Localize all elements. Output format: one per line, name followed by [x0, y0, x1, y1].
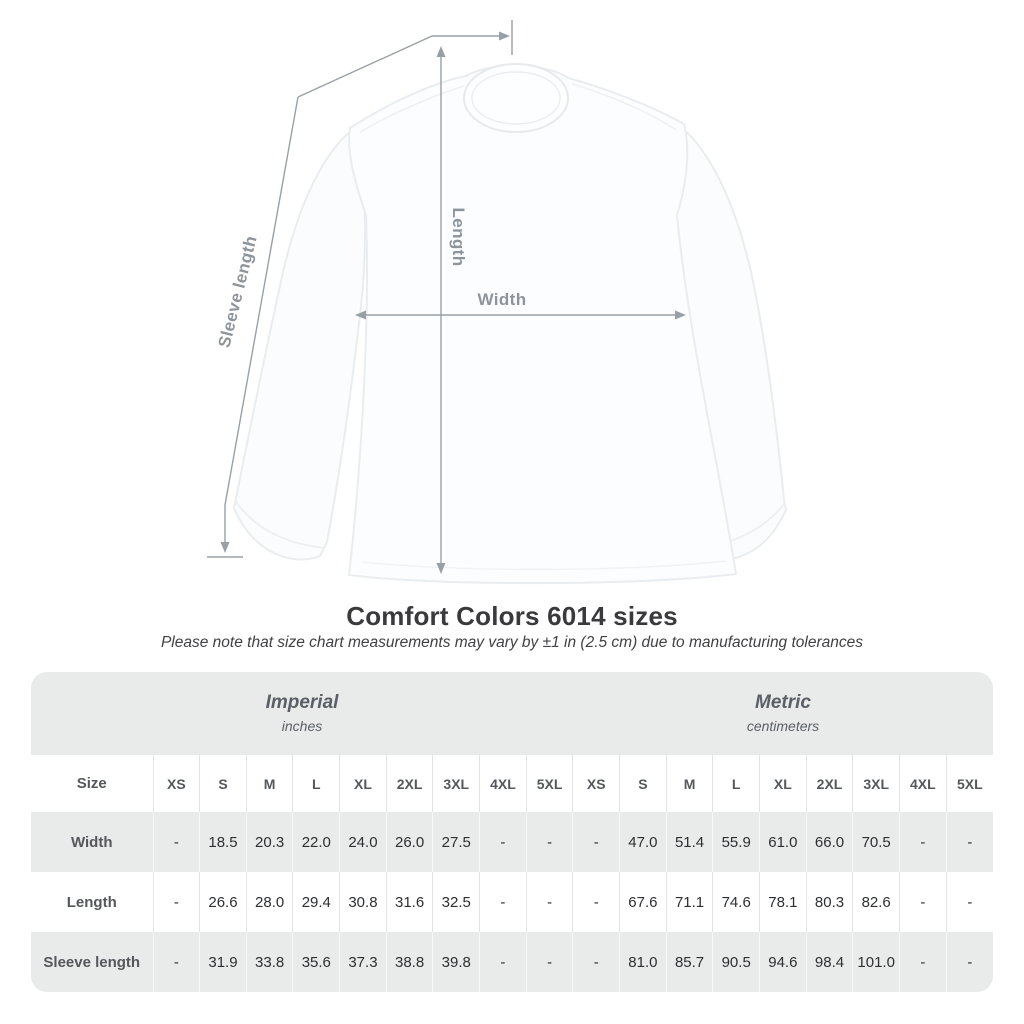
value-cell: - — [153, 812, 200, 872]
size-header-cell: L — [713, 755, 760, 812]
value-cell: 31.9 — [200, 932, 247, 992]
size-column-header: Size — [31, 755, 153, 812]
value-cell: - — [526, 812, 573, 872]
value-cell: 94.6 — [760, 932, 807, 992]
value-cell: - — [900, 932, 947, 992]
width-label: Width — [477, 290, 527, 309]
table-row — [31, 872, 993, 932]
value-cell: 26.0 — [386, 812, 433, 872]
value-cell: - — [946, 812, 993, 872]
size-header-cell: 2XL — [806, 755, 853, 812]
value-cell: 67.6 — [620, 872, 667, 932]
length-label: Length — [449, 207, 468, 267]
value-cell: 28.0 — [246, 872, 293, 932]
size-chart-card — [31, 672, 993, 992]
size-header-cell: XL — [760, 755, 807, 812]
value-cell: - — [480, 812, 527, 872]
value-cell: 71.1 — [666, 872, 713, 932]
value-cell: 55.9 — [713, 812, 760, 872]
value-cell: 85.7 — [666, 932, 713, 992]
value-cell: 80.3 — [806, 872, 853, 932]
value-cell: 82.6 — [853, 872, 900, 932]
size-header-cell: XS — [153, 755, 200, 812]
unit-header-band — [31, 672, 993, 755]
table-row — [31, 932, 993, 992]
size-header-cell: S — [620, 755, 667, 812]
size-table — [31, 755, 993, 992]
size-header-cell: 3XL — [853, 755, 900, 812]
size-header-cell: M — [246, 755, 293, 812]
value-cell: 90.5 — [713, 932, 760, 992]
value-cell: - — [526, 932, 573, 992]
imperial-label: Imperial — [265, 692, 339, 714]
value-cell: 26.6 — [200, 872, 247, 932]
value-cell: 29.4 — [293, 872, 340, 932]
imperial-unit: inches — [281, 717, 323, 734]
size-header-cell: 4XL — [900, 755, 947, 812]
size-header-cell: XL — [340, 755, 387, 812]
value-cell: - — [900, 872, 947, 932]
value-cell: - — [153, 932, 200, 992]
value-cell: 32.5 — [433, 872, 480, 932]
sleeve-length-label: Sleeve length — [214, 233, 261, 350]
size-header-cell: L — [293, 755, 340, 812]
value-cell: 66.0 — [806, 812, 853, 872]
value-cell: - — [573, 872, 620, 932]
value-cell: 27.5 — [433, 812, 480, 872]
value-cell: - — [480, 872, 527, 932]
size-header-cell: 5XL — [946, 755, 993, 812]
value-cell: - — [526, 872, 573, 932]
value-cell: 74.6 — [713, 872, 760, 932]
value-cell: 30.8 — [340, 872, 387, 932]
value-cell: 35.6 — [293, 932, 340, 992]
shirt-illustration — [234, 64, 786, 583]
size-header-cell: S — [200, 755, 247, 812]
value-cell: 37.3 — [340, 932, 387, 992]
value-cell: 33.8 — [246, 932, 293, 992]
value-cell: - — [900, 812, 947, 872]
value-cell: 38.8 — [386, 932, 433, 992]
value-cell: 101.0 — [853, 932, 900, 992]
value-cell: 70.5 — [853, 812, 900, 872]
value-cell: 51.4 — [666, 812, 713, 872]
value-cell: - — [946, 932, 993, 992]
size-header-cell: 2XL — [386, 755, 433, 812]
size-header-cell: XS — [573, 755, 620, 812]
table-row — [31, 812, 993, 872]
value-cell: 61.0 — [760, 812, 807, 872]
size-header-cell: 4XL — [480, 755, 527, 812]
value-cell: - — [573, 812, 620, 872]
value-cell: 98.4 — [806, 932, 853, 992]
value-cell: 20.3 — [246, 812, 293, 872]
value-cell: - — [153, 872, 200, 932]
metric-header — [573, 693, 993, 734]
value-cell: 47.0 — [620, 812, 667, 872]
value-cell: 39.8 — [433, 932, 480, 992]
tolerance-note: Please note that size chart measurements may vary by ±1 in (2.5 cm) due to manufacturing tolerances — [160, 634, 864, 651]
row-label: Width — [31, 812, 153, 872]
size-header-cell: 3XL — [433, 755, 480, 812]
row-label: Length — [66, 893, 117, 911]
value-cell: 24.0 — [340, 812, 387, 872]
size-header-cell: 5XL — [526, 755, 573, 812]
page-title: Comfort Colors 6014 sizes — [346, 601, 678, 631]
value-cell: 81.0 — [620, 932, 667, 992]
value-cell: - — [573, 932, 620, 992]
value-cell: - — [480, 932, 527, 992]
metric-unit: centimeters — [746, 717, 820, 734]
value-cell: 78.1 — [760, 872, 807, 932]
metric-label: Metric — [755, 692, 811, 714]
value-cell: - — [946, 872, 993, 932]
imperial-header — [31, 693, 573, 734]
value-cell: 18.5 — [200, 812, 247, 872]
size-header-cell: M — [666, 755, 713, 812]
value-cell: 22.0 — [293, 812, 340, 872]
size-header-row — [31, 755, 993, 812]
value-cell: 31.6 — [386, 872, 433, 932]
row-label: Sleeve length — [31, 932, 153, 992]
